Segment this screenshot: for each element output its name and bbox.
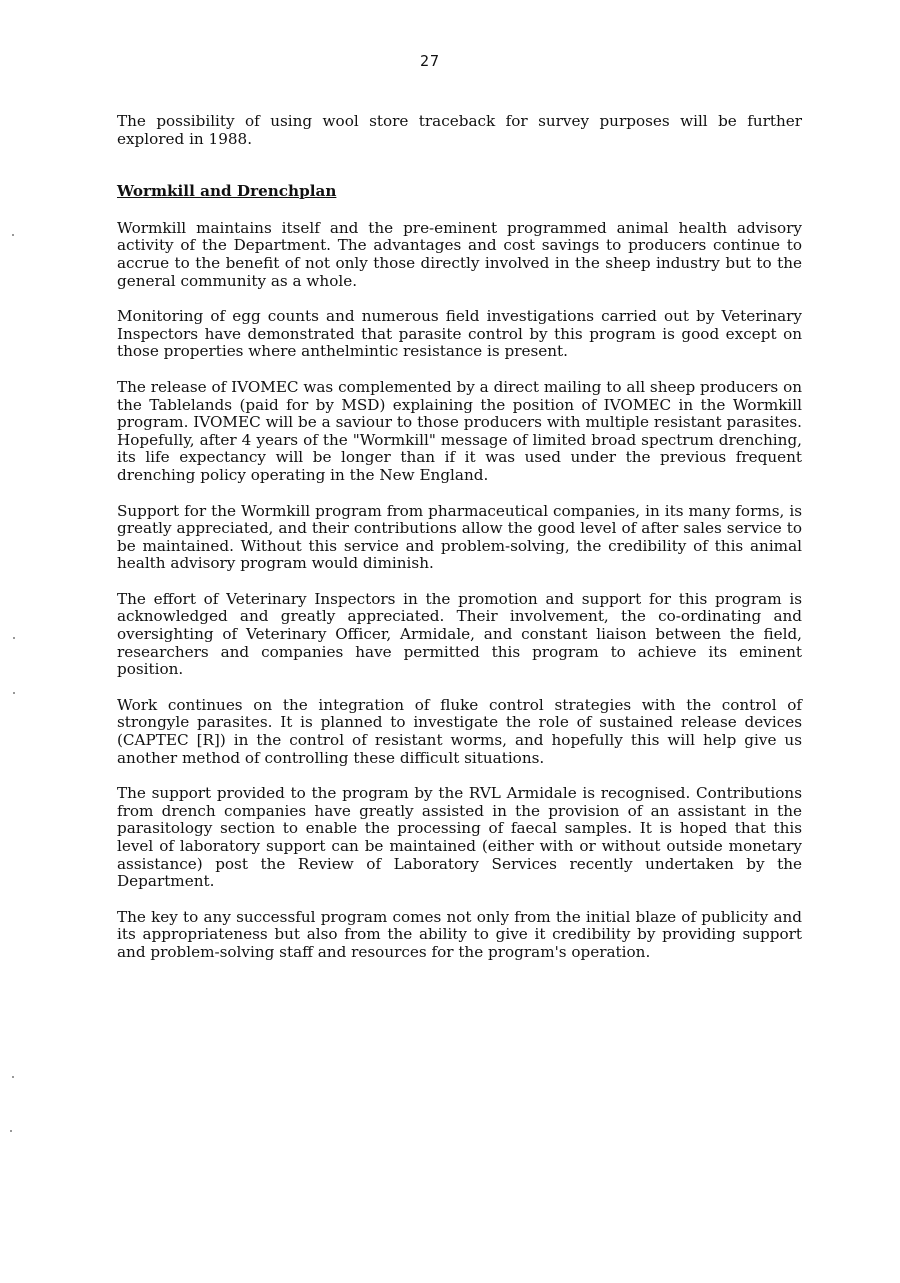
scan-speck: [12, 234, 14, 236]
scan-speck: [13, 637, 15, 639]
paragraph-fluke-control: Work continues on the integration of fluke control strategies with the control of strongyle parasites. It is planned to investigate the role of sustained release devices (CAPTEC [R]) in the control of resistant worms, and hopefully this will help give us another method of controlling these difficult situations.: [117, 695, 802, 767]
paragraph-rvl-support: The support provided to the program by the RVL Armidale is recognised. Contributions from drench companies have greatly assisted in the provision of an assistant in the parasitology section to enable the processing of faecal samples. It is hoped that this level of laboratory support can be maintained (either with or without outside monetary assistance) post the Review of Laboratory Services recently undertaken by the Department.: [117, 784, 802, 891]
scan-speck: [13, 692, 15, 694]
paragraph-veterinary-inspectors: The effort of Veterinary Inspectors in the promotion and support for this program is acknowledged and greatly appreciated. Their involvement, the co-ordinating and oversighting of Veterinary Officer, Armidale, and constant liaison between the field, researchers and companies have permitted this program to achieve its eminent position.: [117, 589, 802, 679]
paragraph-pharma-support: Support for the Wormkill program from pharmaceutical companies, in its many forms, is greatly appreciated, and their contributions allow the good level of after sales service to be maintained. Without this service and problem-solving, the credibility of this animal health advisory program would diminish.: [117, 501, 802, 573]
scan-speck: [10, 1130, 12, 1132]
document-body: [117, 113, 802, 980]
section-heading: Wormkill and Drenchplan: [117, 182, 337, 201]
paragraph-successful-program: The key to any successful program comes not only from the initial blaze of publicity and its appropriateness but also from the ability to give it credibility by providing support and problem-solving staff and resources for the program's operation.: [117, 907, 802, 961]
paragraph-wormkill-activity: Wormkill maintains itself and the pre-eminent programmed animal health advisory activity of the Department. The advantages and cost savings to producers continue to accrue to the benefit of not only those directly involved in the sheep industry but to the general community as a whole.: [117, 218, 802, 290]
scan-speck: [12, 1076, 14, 1078]
intro-paragraph: The possibility of using wool store traceback for survey purposes will be further explored in 1988.: [117, 112, 802, 148]
paragraph-egg-counts: Monitoring of egg counts and numerous field investigations carried out by Veterinary Inspectors have demonstrated that parasite control by this program is good except on those properties where anthelmintic resistance is present.: [117, 307, 802, 361]
page-number: 27: [419, 52, 441, 70]
paragraph-ivomec-release: The release of IVOMEC was complemented by a direct mailing to all sheep producers on the Tablelands (paid for by MSD) explaining the position of IVOMEC in the Wormkill program. IVOMEC will be a saviour to those producers with multiple resistant parasites. Hopefully, after 4 years of the "Wormkill" message of limited broad spectrum drenching, its life expectancy will be longer than if it was used under the previous frequent drenching policy operating in the New England.: [117, 377, 802, 484]
